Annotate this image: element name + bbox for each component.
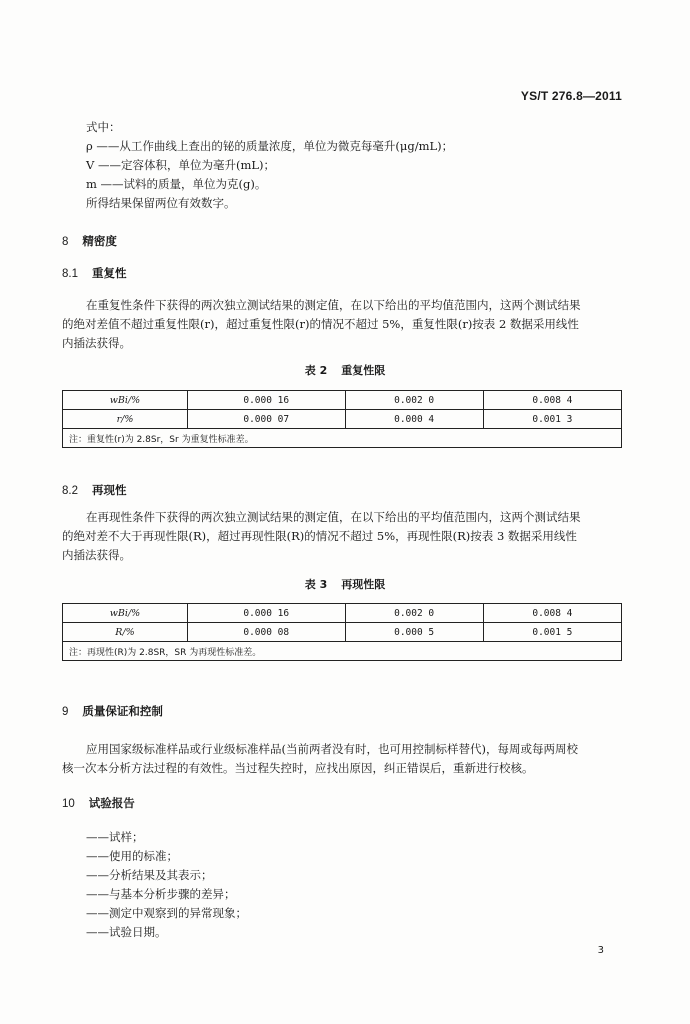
table-cell: 0.001 5: [483, 623, 621, 642]
legend-item-rho: ρ ——从工作曲线上查出的铋的质量浓度，单位为微克每毫升(μg/mL)；: [86, 139, 454, 153]
section-10-heading: [62, 795, 135, 811]
list-item: ——试样；: [86, 830, 144, 844]
table-cell: 0.000 5: [345, 623, 483, 642]
section-title: 重复性: [92, 268, 127, 280]
table-row: [63, 391, 622, 410]
section-8-2-para-line: 内插法获得。: [62, 548, 131, 562]
table-row: [63, 410, 622, 429]
section-title: 精密度: [82, 236, 117, 248]
list-item: ——测定中观察到的异常现象；: [86, 906, 247, 920]
section-number: 8: [62, 236, 69, 248]
table-cell: R/%: [63, 623, 188, 642]
table-cell: 0.000 16: [188, 391, 346, 410]
section-title: 再现性: [92, 485, 127, 497]
table-3-title: [0, 576, 690, 592]
table-cell: 0.008 4: [483, 604, 621, 623]
table-cell: 0.001 3: [483, 410, 621, 429]
table-cell: r/%: [63, 410, 188, 429]
section-8-2-para-line: 的绝对差不大于再现性限(R)，超过再现性限(R)的情况不超过 5%，再现性限(R)按表 3 数据采用线性: [62, 529, 577, 543]
table-2: [62, 390, 622, 448]
table-cell: 0.000 08: [188, 623, 346, 642]
list-item: ——试验日期。: [86, 925, 167, 939]
table-cell: 0.002 0: [345, 604, 483, 623]
page-number: 3: [597, 945, 604, 956]
table-row: [63, 604, 622, 623]
section-8-2-heading: [62, 482, 127, 498]
section-8-1-heading: [62, 265, 127, 281]
table-note-row: [63, 429, 622, 448]
table-note: 注：重复性(r)为 2.8Sr，Sr 为重复性标准差。: [63, 429, 622, 448]
table-row: [63, 623, 622, 642]
section-8-1-para-line: 在重复性条件下获得的两次独立测试结果的测定值，在以下给出的平均值范围内，这两个测试结果: [86, 298, 581, 312]
legend-item-m: m ——试料的质量，单位为克(g)。: [86, 177, 267, 191]
report-items-list: [86, 828, 247, 942]
section-number: 8.1: [62, 268, 78, 280]
section-title: 质量保证和控制: [82, 706, 163, 718]
table-label: 表 2: [304, 364, 328, 377]
list-item: ——使用的标准；: [86, 849, 178, 863]
table-note: 注：再现性(R)为 2.8SR，SR 为再现性标准差。: [63, 642, 622, 661]
section-9-heading: [62, 703, 163, 719]
table-cell: wBi/%: [63, 604, 188, 623]
list-item: ——分析结果及其表示；: [86, 868, 213, 882]
standard-code: YS/T 276.8—2011: [520, 89, 622, 103]
table-cell: 0.002 0: [345, 391, 483, 410]
section-8-1-para-line: 内插法获得。: [62, 336, 131, 350]
section-8-heading: [62, 233, 117, 249]
table-cell: 0.000 16: [188, 604, 346, 623]
table-caption: 再现性限: [341, 578, 386, 591]
formula-legend-intro: 式中：: [86, 120, 121, 134]
section-8-2-para-line: 在再现性条件下获得的两次独立测试结果的测定值，在以下给出的平均值范围内，这两个测试结果: [86, 510, 581, 524]
table-cell: 0.000 4: [345, 410, 483, 429]
table-cell: wBi/%: [63, 391, 188, 410]
list-item: ——与基本分析步骤的差异；: [86, 887, 236, 901]
table-cell: 0.008 4: [483, 391, 621, 410]
table-3: [62, 603, 622, 661]
legend-note: 所得结果保留两位有效数字。: [86, 196, 236, 210]
section-9-para-line: 核一次本分析方法过程的有效性。当过程失控时，应找出原因，纠正错误后，重新进行校核。: [62, 761, 534, 775]
table-cell: 0.000 07: [188, 410, 346, 429]
legend-item-v: V ——定容体积，单位为毫升(mL)；: [86, 158, 275, 172]
section-number: 10: [62, 798, 75, 810]
table-label: 表 3: [304, 578, 328, 591]
section-title: 试验报告: [88, 798, 135, 810]
table-caption: 重复性限: [341, 364, 386, 377]
table-2-title: [0, 362, 690, 378]
table-note-row: [63, 642, 622, 661]
section-8-1-para-line: 的绝对差值不超过重复性限(r)，超过重复性限(r)的情况不超过 5%，重复性限(r)按表 2 数据采用线性: [62, 317, 579, 331]
section-number: 9: [62, 706, 69, 718]
section-number: 8.2: [62, 485, 78, 497]
section-9-para-line: 应用国家级标准样品或行业级标准样品(当前两者没有时，也可用控制标样替代)，每周或每两周校: [86, 742, 578, 756]
